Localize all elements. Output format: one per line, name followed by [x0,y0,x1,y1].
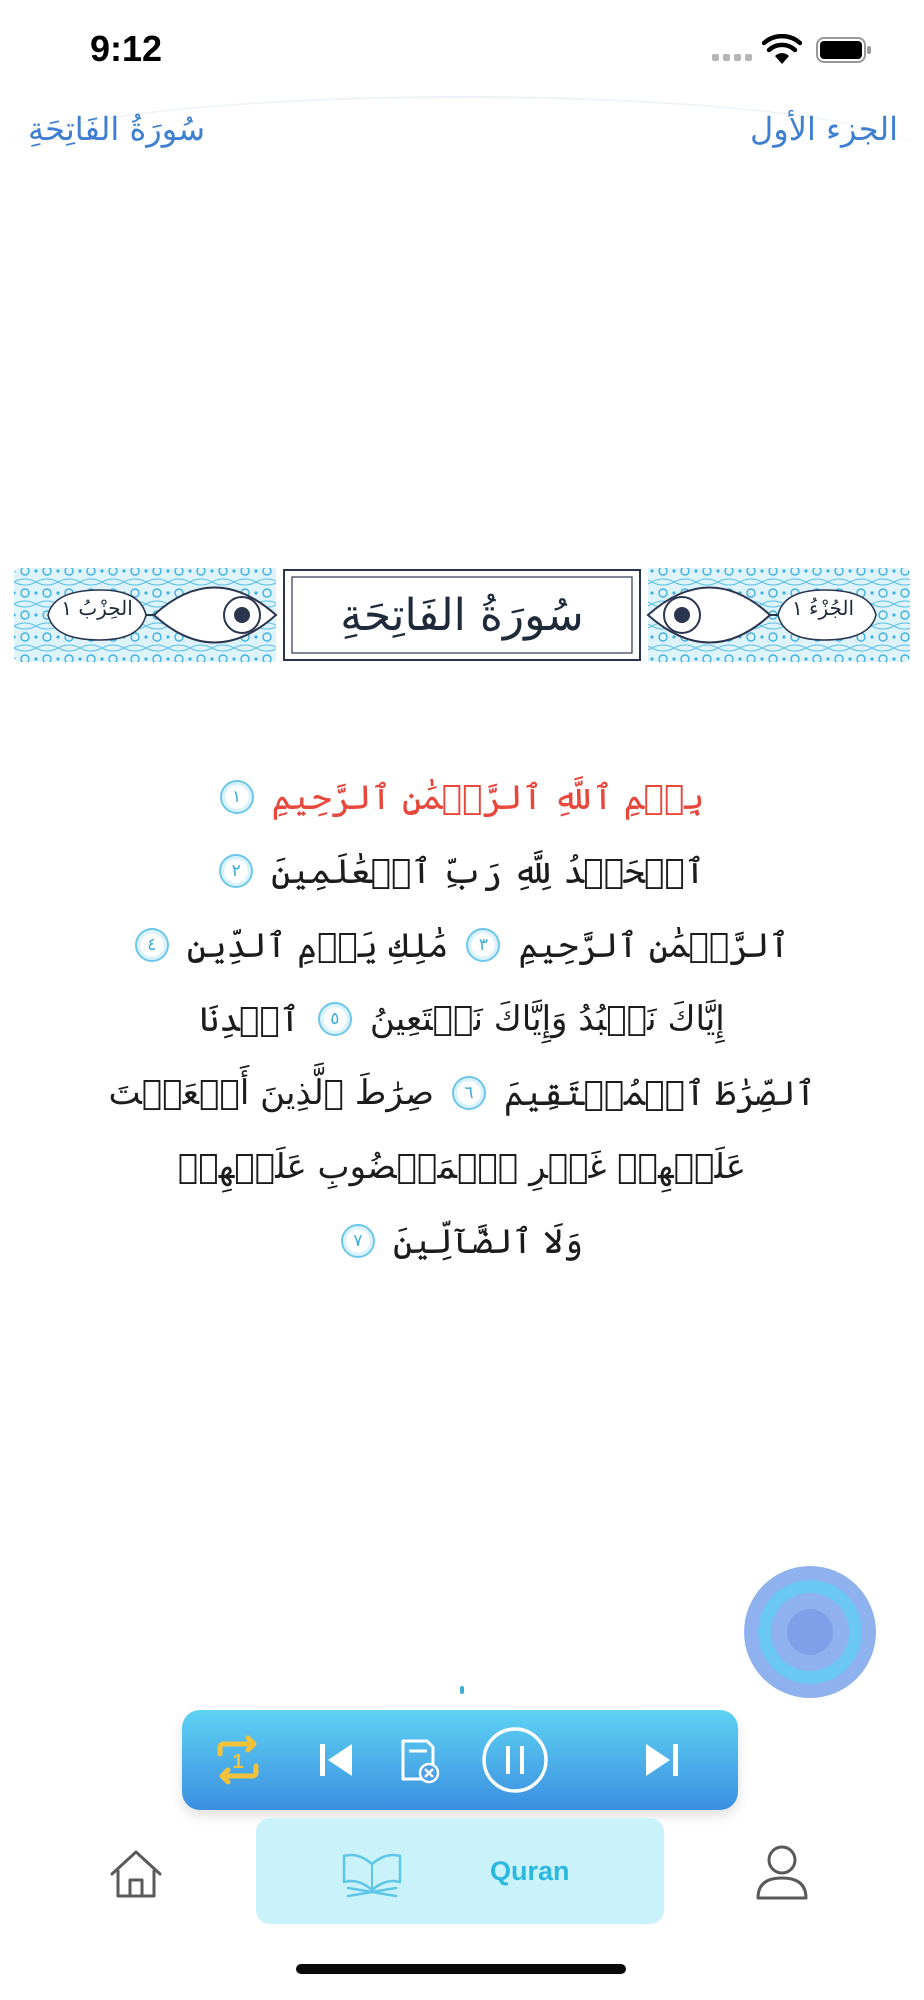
ayah-text[interactable]: وَلَا ٱلضَّآلِّينَ [392,1221,584,1262]
previous-button[interactable] [306,1730,366,1790]
ayah-text[interactable]: عَلَيۡهِمۡ غَيۡرِ ٱلۡمَغۡضُوبِ عَلَيۡهِمۡ [177,1147,747,1187]
repeat-count: 1 [232,1751,244,1773]
banner-juz-label: الجُزْءُ ١ [791,596,855,620]
quran-line [108,1056,816,1130]
fab-target-button[interactable] [744,1566,876,1698]
skip-previous-icon [314,1738,358,1782]
surah-title[interactable]: سُورَةُ الفَاتِحَةِ [28,110,206,148]
ayah-number-marker[interactable]: ١ [220,780,254,814]
ayah-number-marker[interactable]: ٦ [452,1076,486,1110]
user-icon[interactable] [754,1842,810,1902]
status-time: 9:12 [90,28,163,69]
tab-quran[interactable] [256,1818,664,1924]
stop-document-icon [393,1735,443,1785]
tab-quran-label[interactable]: Quran [490,1856,570,1886]
pause-icon [480,1725,550,1795]
ayah-number-marker[interactable]: ٤ [135,928,169,962]
ayah-text[interactable]: بِسۡمِ ٱللَّهِ ٱلرَّحۡمَٰنِ ٱلرَّحِيمِ [271,777,705,818]
skip-next-icon [640,1738,684,1782]
repeat-one-button[interactable] [208,1730,268,1790]
audio-player-bar [182,1710,738,1810]
audio-progress-indicator [460,1686,464,1694]
ayah-number-marker[interactable]: ٥ [318,1002,352,1036]
stop-button[interactable] [388,1730,448,1790]
cellular-signal-icon [712,54,752,61]
juz-title[interactable]: الجزء الأول [749,110,898,148]
ayah-text[interactable]: مَٰلِكِ يَوۡمِ ٱلدِّينِ [186,925,449,966]
quran-line [150,1130,774,1204]
open-book-icon [340,1844,404,1898]
quran-page-text[interactable] [108,760,816,1278]
status-bar [0,0,924,100]
ayah-number-marker[interactable]: ٣ [466,928,500,962]
ayah-number-marker[interactable]: ٢ [219,854,253,888]
quran-line [147,908,790,982]
wifi-icon [762,34,802,66]
home-indicator [296,1964,626,1974]
ayah-text[interactable]: ٱلرَّحۡمَٰنِ ٱلرَّحِيمِ [518,925,790,966]
home-icon[interactable] [108,1846,164,1902]
ayah-number-marker[interactable]: ٧ [341,1224,375,1258]
banner-hizb-label: الحِزْبُ ١ [61,596,133,620]
banner-surah-name: سُورَةُ الفَاتِحَةِ [340,589,584,641]
ayah-text[interactable]: ٱلۡحَمۡدُ لِلَّهِ رَبِّ ٱلۡعَٰلَمِينَ [271,851,705,892]
pause-button[interactable] [478,1723,552,1797]
ayah-text[interactable]: ٱلصِّرَٰطَ ٱلۡمُسۡتَقِيمَ [503,1073,816,1114]
quran-line [150,982,774,1056]
quran-line [150,1204,774,1278]
ayah-text[interactable]: صِرَٰطَ ٱلَّذِينَ أَنۡعَمۡتَ [108,1073,434,1113]
battery-icon [816,36,872,64]
next-button[interactable] [632,1730,692,1790]
quran-line [150,834,774,908]
ayah-text[interactable]: ٱهۡدِنَا [199,999,300,1040]
quran-line [150,760,774,834]
repeat-one-icon [210,1732,266,1788]
target-icon [758,1580,862,1684]
ayah-text[interactable]: إِيَّاكَ نَعۡبُدُ وَإِيَّاكَ نَسۡتَعِينُ [369,999,725,1039]
